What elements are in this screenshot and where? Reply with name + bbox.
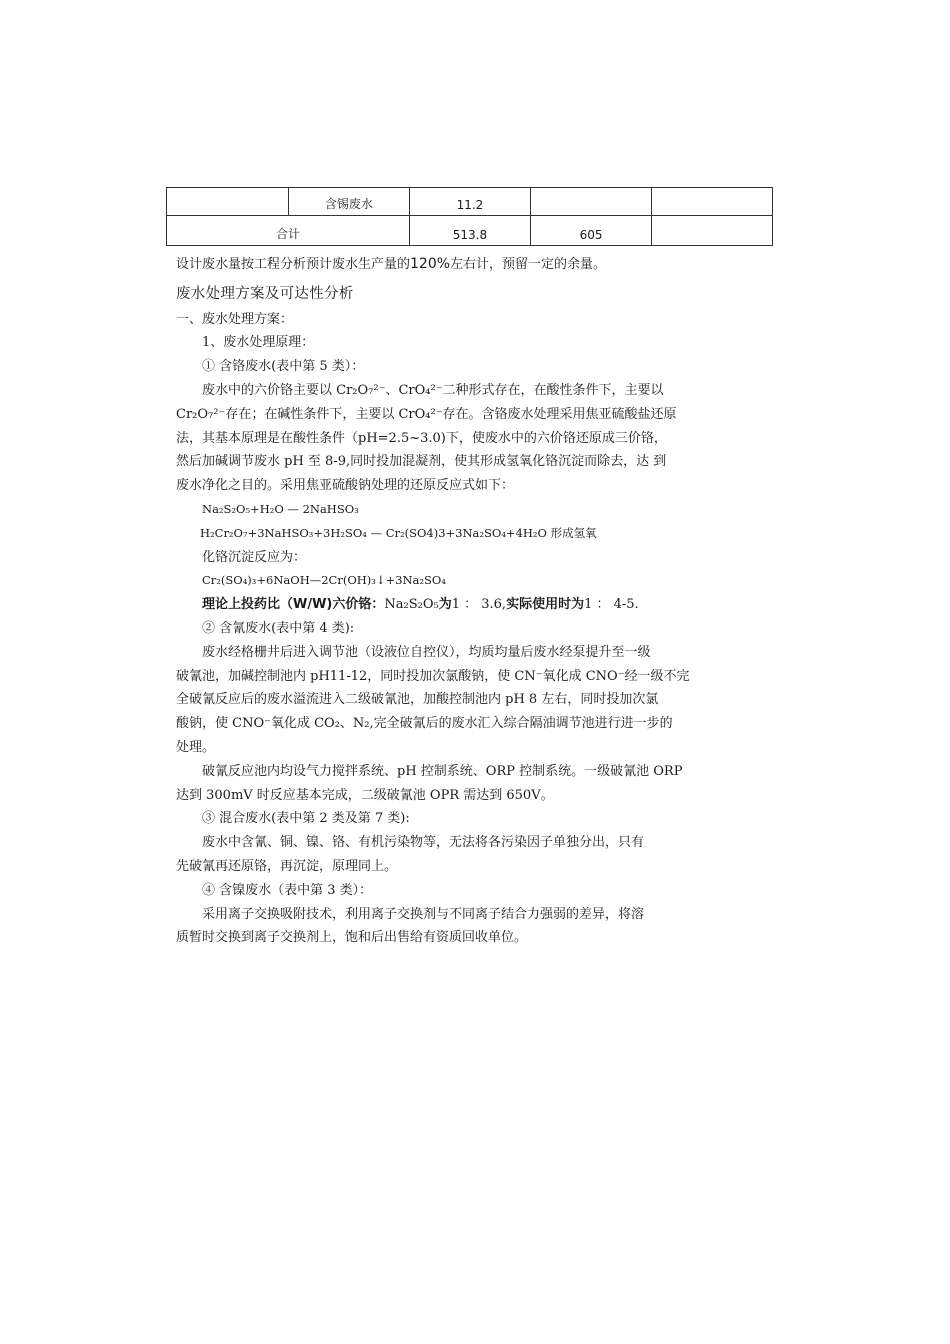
table-cell: 11.2 bbox=[410, 188, 531, 216]
subsection-title: 1、废水处理原理： bbox=[202, 335, 315, 351]
paragraph-line: 废水中的六价铬主要以 Cr₂O₇²⁻、CrO₄²⁻二种形式存在，在酸性条件下，主要以 bbox=[202, 382, 664, 398]
table-cell bbox=[652, 188, 773, 216]
table-row-total bbox=[167, 216, 773, 246]
total-label-cell: 合计 bbox=[167, 216, 410, 246]
paragraph-line: 全破氰反应后的废水溢流进入二级破氰池，加酸控制池内 pH 8 左右，同时投加次氯 bbox=[176, 692, 659, 708]
table-row bbox=[167, 188, 773, 216]
table-cell: 513.8 bbox=[410, 216, 531, 246]
paragraph-line: 质暂时交换到离子交换剂上，饱和后出售给有资质回收单位。 bbox=[176, 930, 528, 946]
equation: Cr₂(SO₄)₃+6NaOH—2Cr(OH)₃↓+3Na₂SO₄ bbox=[202, 573, 446, 588]
wastewater-table bbox=[166, 187, 773, 246]
section-title: 一、废水处理方案： bbox=[176, 311, 294, 327]
section-heading: 废水处理方案及可达性分析 bbox=[176, 285, 354, 302]
paragraph-line: 废水经格栅井后进入调节池（设液位自控仪），均质均量后废水经泵提升至一级 bbox=[202, 644, 651, 660]
item-title: ③ 混合废水(表中第 2 类及第 7 类): bbox=[202, 811, 410, 827]
paragraph-line: 然后加碱调节废水 pH 至 8-9,同时投加混凝剂，使其形成氢氧化铬沉淀而除去，达 到 bbox=[176, 454, 667, 470]
paragraph-line: 先破氰再还原铬，再沉淀，原理同上。 bbox=[176, 858, 398, 874]
item-title: ① 含铬废水(表中第 5 类）： bbox=[202, 359, 365, 375]
paragraph-line: 破氰反应池内均设气力搅拌系统、pH 控制系统、ORP 控制系统。一级破氰池 ORP bbox=[202, 763, 683, 779]
item-title: ④ 含镍废水（表中第 3 类）： bbox=[202, 882, 373, 898]
item-title: ② 含氰废水(表中第 4 类): bbox=[202, 620, 355, 636]
table-cell: 含锡废水 bbox=[288, 188, 410, 216]
design-note: 设计废水量按工程分析预计废水生产量的120%左右计，预留一定的余量。 bbox=[176, 256, 607, 272]
paragraph-line: 化铬沉淀反应为： bbox=[202, 549, 307, 565]
paragraph-line: 达到 300mV 时反应基本完成，二级破氰池 OPR 需达到 650V。 bbox=[176, 787, 554, 803]
equation: Na₂S₂O₅+H₂O — 2NaHSO₃ bbox=[202, 501, 359, 516]
equation: H₂Cr₂O₇+3NaHSO₃+3H₂SO₄ — Cr₂(SO4)3+3Na₂SO₄+4H₂O 形成氢氧 bbox=[200, 525, 597, 540]
table-cell bbox=[652, 216, 773, 246]
paragraph-line: 废水中含氰、铜、镍、铬、有机污染物等，无法将各污染因子单独分出，只有 bbox=[202, 835, 645, 851]
paragraph-line: 破氰池，加碱控制池内 pH11-12，同时投加次氯酸钠，使 CN⁻氧化成 CNO⁻经一级不完 bbox=[176, 668, 690, 684]
table-cell: 605 bbox=[530, 216, 652, 246]
table-cell bbox=[530, 188, 652, 216]
document-body bbox=[176, 253, 746, 950]
paragraph-line: 采用离子交换吸附技术，利用离子交换剂与不同离子结合力强弱的差异，将溶 bbox=[202, 906, 645, 922]
dosing-ratio: 理论上投药比（W/W)六价铬：Na₂S₂O₅为1 ： 3.6,实际使用时为1 ： 4-5. bbox=[202, 597, 639, 613]
paragraph-line: Cr₂O₇²⁻存在；在碱性条件下，主要以 CrO₄²⁻存在。含铬废水处理采用焦亚硫酸盐还原 bbox=[176, 406, 677, 422]
paragraph-line: 酸钠，使 CNO⁻氧化成 CO₂、N₂,完全破氰后的废水汇入综合隔油调节池进行进一步的 bbox=[176, 716, 673, 732]
paragraph-line: 废水净化之目的。采用焦亚硫酸钠处理的还原反应式如下： bbox=[176, 478, 515, 494]
paragraph-line: 法，其基本原理是在酸性条件（pH=2.5~3.0)下，使废水中的六价铬还原成三价铬， bbox=[176, 430, 667, 446]
table-cell bbox=[167, 188, 289, 216]
paragraph-line: 处理。 bbox=[176, 739, 216, 755]
